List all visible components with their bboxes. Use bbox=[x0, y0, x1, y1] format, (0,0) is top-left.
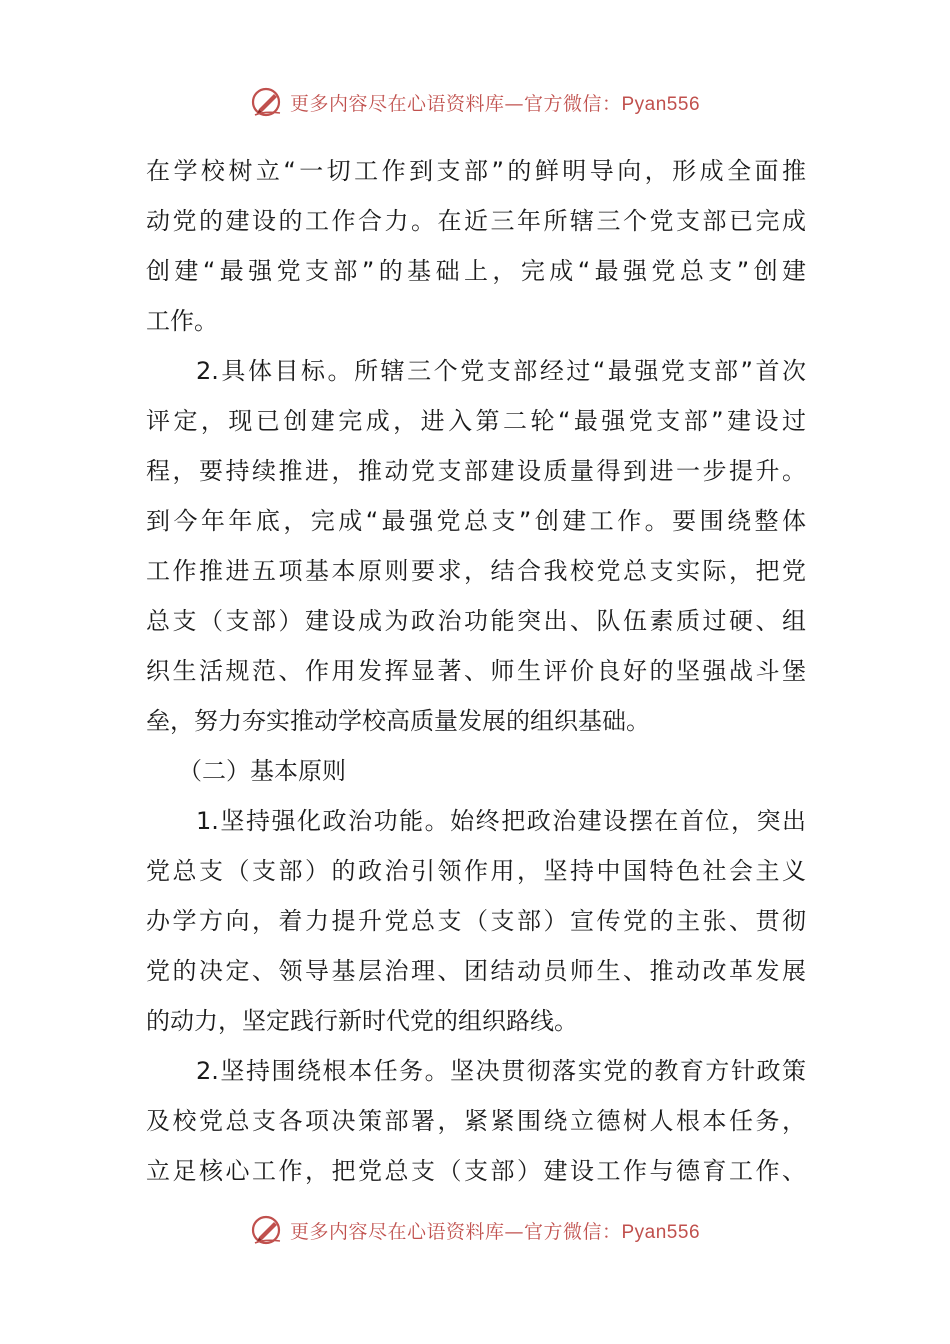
paragraph-line: 织生活规范、作用发挥显著、师生评价良好的坚强战斗堡 bbox=[146, 657, 806, 685]
watermark-label: 更多内容尽在心语资料库—官方微信： bbox=[289, 92, 622, 115]
watermark-handle: Pyan556 bbox=[621, 1221, 701, 1243]
paragraph-line: 办学方向，着力提升党总支（支部）宣传党的主张、贯彻 bbox=[146, 907, 806, 935]
paragraph-line: 总支（支部）建设成为政治功能突出、队伍素质过硬、组 bbox=[146, 607, 806, 635]
watermark-text bbox=[290, 89, 700, 116]
pen-logo-icon bbox=[250, 85, 284, 119]
paragraph-line: 工作。 bbox=[146, 307, 218, 335]
paragraph-line: 1.坚持强化政治功能。始终把政治建设摆在首位，突出 bbox=[196, 807, 806, 835]
paragraph-line: 及校党总支各项决策部署，紧紧围绕立德树人根本任务， bbox=[146, 1107, 806, 1135]
paragraph-line: 立足核心工作，把党总支（支部）建设工作与德育工作、 bbox=[146, 1157, 806, 1185]
paragraph-line: 垒，努力夯实推动学校高质量发展的组织基础。 bbox=[146, 707, 650, 735]
watermark-footer bbox=[0, 1210, 950, 1250]
paragraph-line: 创建“最强党支部”的基础上，完成“最强党总支”创建 bbox=[146, 257, 806, 285]
paragraph-line: 党的决定、领导基层治理、团结动员师生、推动改革发展 bbox=[146, 957, 806, 985]
paragraph-line: 2.具体目标。所辖三个党支部经过“最强党支部”首次 bbox=[196, 357, 806, 385]
paragraph-line: 在学校树立“一切工作到支部”的鲜明导向，形成全面推 bbox=[146, 157, 806, 185]
watermark-header bbox=[0, 82, 950, 122]
paragraph-line: 工作推进五项基本原则要求，结合我校党总支实际，把党 bbox=[146, 557, 806, 585]
paragraph-line: 动党的建设的工作合力。在近三年所辖三个党支部已完成 bbox=[146, 207, 806, 235]
paragraph-line: 评定，现已创建完成，进入第二轮“最强党支部”建设过 bbox=[146, 407, 806, 435]
document-body bbox=[146, 146, 806, 1196]
watermark-handle: Pyan556 bbox=[621, 93, 701, 115]
paragraph-line: 2.坚持围绕根本任务。坚决贯彻落实党的教育方针政策 bbox=[196, 1057, 806, 1085]
section-heading: （二）基本原则 bbox=[178, 757, 346, 785]
paragraph-line: 党总支（支部）的政治引领作用，坚持中国特色社会主义 bbox=[146, 857, 806, 885]
paragraph-line: 到今年年底，完成“最强党总支”创建工作。要围绕整体 bbox=[146, 507, 806, 535]
paragraph-line: 程，要持续推进，推动党支部建设质量得到进一步提升。 bbox=[146, 457, 806, 485]
watermark-text bbox=[290, 1217, 700, 1244]
paragraph-line: 的动力，坚定践行新时代党的组织路线。 bbox=[146, 1007, 578, 1035]
pen-logo-icon bbox=[250, 1213, 284, 1247]
watermark-label: 更多内容尽在心语资料库—官方微信： bbox=[289, 1220, 622, 1243]
